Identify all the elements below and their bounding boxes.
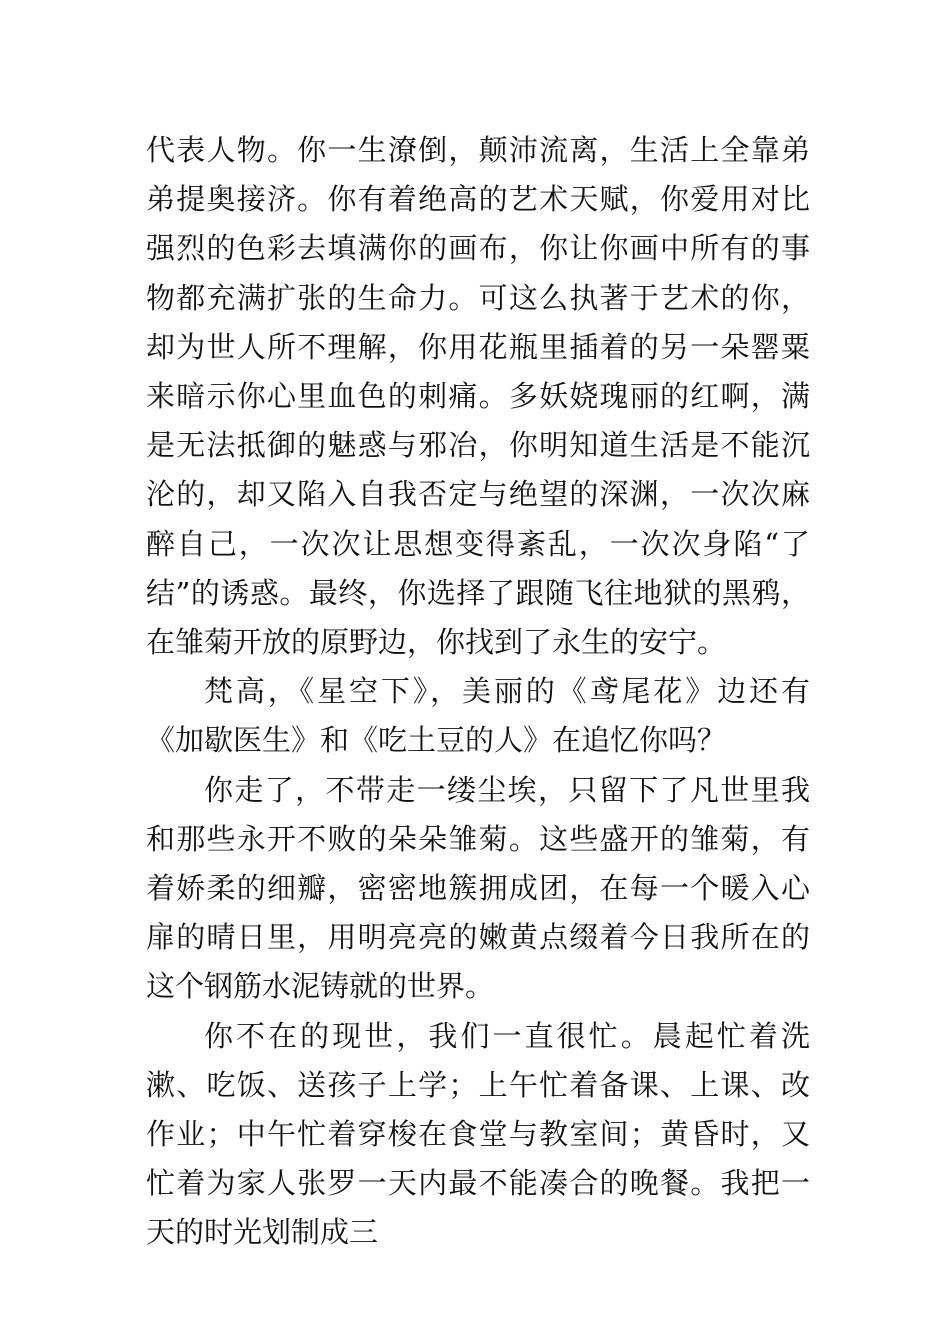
paragraph-busy-life: 你不在的现世，我们一直很忙。晨起忙着洗漱、吃饭、送孩子上学；上午忙着备课、上课、改作业；中午忙着穿梭在食堂与教室间；黄昏时，又忙着为家人张罗一天内最不能凑合的晚餐。我把一天的时光划制成三 bbox=[146, 1018, 810, 1250]
document-page bbox=[146, 126, 810, 1258]
paragraph-daisies: 你走了，不带走一缕尘埃，只留下了凡世里我和那些永开不败的朵朵雏菊。这些盛开的雏菊，有着娇柔的细瓣，密密地簇拥成团，在每一个暖入心扉的晴日里，用明亮亮的嫩黄点缀着今日我所在的这个钢筋水泥铸就的世界。 bbox=[146, 772, 810, 1004]
paragraph-paintings-question: 梵高，《星空下》，美丽的《鸢尾花》边还有《加歇医生》和《吃土豆的人》在追忆你吗？ bbox=[146, 674, 810, 758]
paragraph-van-gogh-life: 代表人物。你一生潦倒，颠沛流离，生活上全靠弟弟提奥接济。你有着绝高的艺术天赋，你爱用对比强烈的色彩去填满你的画布，你让你画中所有的事物都充满扩张的生命力。可这么执著于艺术的你，却为世人所不理解，你用花瓶里插着的另一朵罂粟来暗示你心里血色的刺痛。多妖娆瑰丽的红啊，满是无法抵御的魅惑与邪冶，你明知道生活是不能沉沦的，却又陷入自我否定与绝望的深渊，一次次麻醉自己，一次次让思想变得紊乱，一次次身陷“了结”的诱惑。最终，你选择了跟随飞往地狱的黑鸦，在雏菊开放的原野边，你找到了永生的安宁。 bbox=[146, 133, 810, 660]
